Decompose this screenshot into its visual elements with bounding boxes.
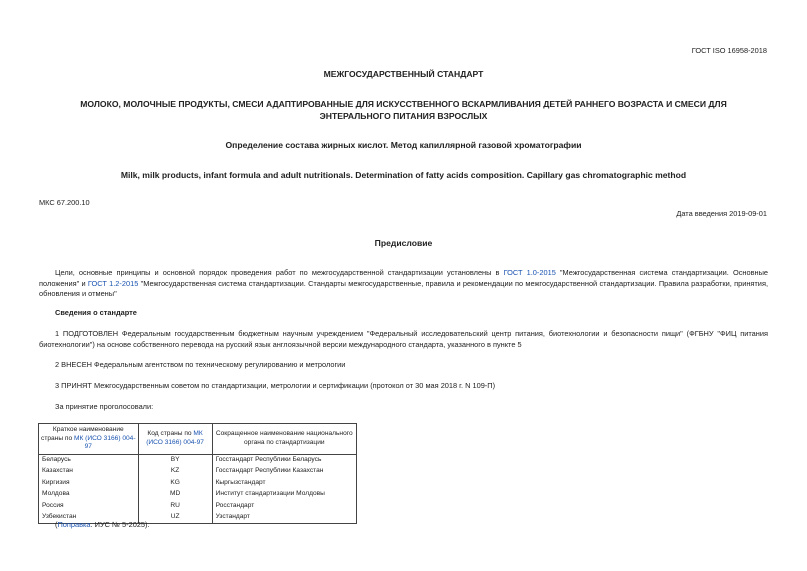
cell-body: Институт стандартизации Молдовы [212,489,356,500]
standard-type: МЕЖГОСУДАРСТВЕННЫЙ СТАНДАРТ [323,69,484,79]
title-line-1: МОЛОКО, МОЛОЧНЫЕ ПРОДУКТЫ, СМЕСИ АДАПТИРОВАННЫЕ ДЛЯ ИСКУССТВЕННОГО ВСКАРМЛИВАНИЯ ДЕТЕЙ РАННЕГО ВОЗРАСТА И СМЕСИ ДЛЯ [80,99,727,109]
info-heading: Сведения о стандарте [55,308,137,317]
item-1-prepared: 1 ПОДГОТОВЛЕН Федеральным государственным бюджетным научным учреждением "Федеральный исследовательский центр питания, биотехнологии и безопасности пищи" (ФГБНУ "ФИЦ питания биотехнологии") на основе собственного перевода на русский язык англоязычной версии международного стандарта, указанного в пункте 5 [39,329,768,349]
cell-body: Кыргызстандарт [212,477,356,488]
item-2-submitted: 2 ВНЕСЕН Федеральным агентством по техническому регулированию и метрологии [55,360,346,369]
header-country: Краткое наименование страны по МК (ИСО 3166) 004-97 [39,424,139,455]
subtitle-ru: Определение состава жирных кислот. Метод капиллярной газовой хроматографии [225,140,582,150]
cell-code: KZ [138,466,212,477]
table-row [39,500,357,511]
voted-label: За принятие проголосовали: [55,402,154,411]
cell-body: Узстандарт [212,512,356,524]
voting-states-table [38,423,357,524]
cell-country: Беларусь [39,454,139,466]
doc-number: ГОСТ ISO 16958-2018 [691,46,767,55]
gost-1-0-link[interactable]: ГОСТ 1.0-2015 [503,268,556,277]
amendment-link[interactable]: Поправка [57,520,91,529]
item-3-adopted: 3 ПРИНЯТ Межгосударственным советом по стандартизации, метрологии и сертификации (протокол от 30 мая 2018 г. N 109-П) [55,381,496,390]
cell-code: KG [138,477,212,488]
header-code: Код страны по МК (ИСО 3166) 004-97 [138,424,212,455]
subtitle-en: Milk, milk products, infant formula and adult nutritionals. Determination of fatty acids composition. Capillary gas chromatographic method [120,170,687,180]
mks-code: МКС 67.200.10 [39,198,90,207]
header-body: Сокращенное наименование национального органа по стандартизации [212,424,356,455]
table-row [39,466,357,477]
mk-iso-3166-link[interactable]: МК (ИСО 3166) 004-97 [146,430,204,446]
p1-text-c: "Межгосударственная система стандартизации. Стандарты межгосударственные, правила и рекомендации по межгосударственной стандартизации. Правила разработки, принятия, обновления и отмены" [39,278,768,299]
table-header-row [39,424,357,455]
cell-body: Госстандарт Республики Беларусь [212,454,356,466]
table-row [39,454,357,466]
cell-country: Молдова [39,489,139,500]
gost-1-2-link[interactable]: ГОСТ 1.2-2015 [87,278,139,288]
p1-text-a: Цели, основные принципы и основной порядок проведения работ по межгосударственной стандартизации установлены в [55,268,504,277]
table-row [39,489,357,500]
cell-country: Киргизия [39,477,139,488]
table-row [39,477,357,488]
foreword-heading: Предисловие [374,238,433,248]
cell-country: Казахстан [39,466,139,477]
p1-text-b: "Межгосударственная система стандартизации. Основные положения" и [39,268,769,288]
mk-iso-3166-link[interactable]: МК (ИСО 3166) 004-97 [73,434,136,451]
cell-code: UZ [138,512,212,524]
foreword-paragraph-1 [39,268,768,300]
cell-code: MD [138,489,212,500]
title-line-2: ЭНТЕРАЛЬНОГО ПИТАНИЯ ВЗРОСЛЫХ [319,111,488,121]
intro-date: Дата введения 2019-09-01 [676,209,767,218]
cell-body: Госстандарт Республики Казахстан [212,466,356,477]
amendment-note: (Поправка. ИУС № 5-2025). [55,520,150,529]
cell-body: Росстандарт [212,500,356,511]
cell-country: Россия [39,500,139,511]
cell-country: Узбекистан [39,512,139,524]
cell-code: RU [138,500,212,511]
cell-code: BY [138,454,212,466]
